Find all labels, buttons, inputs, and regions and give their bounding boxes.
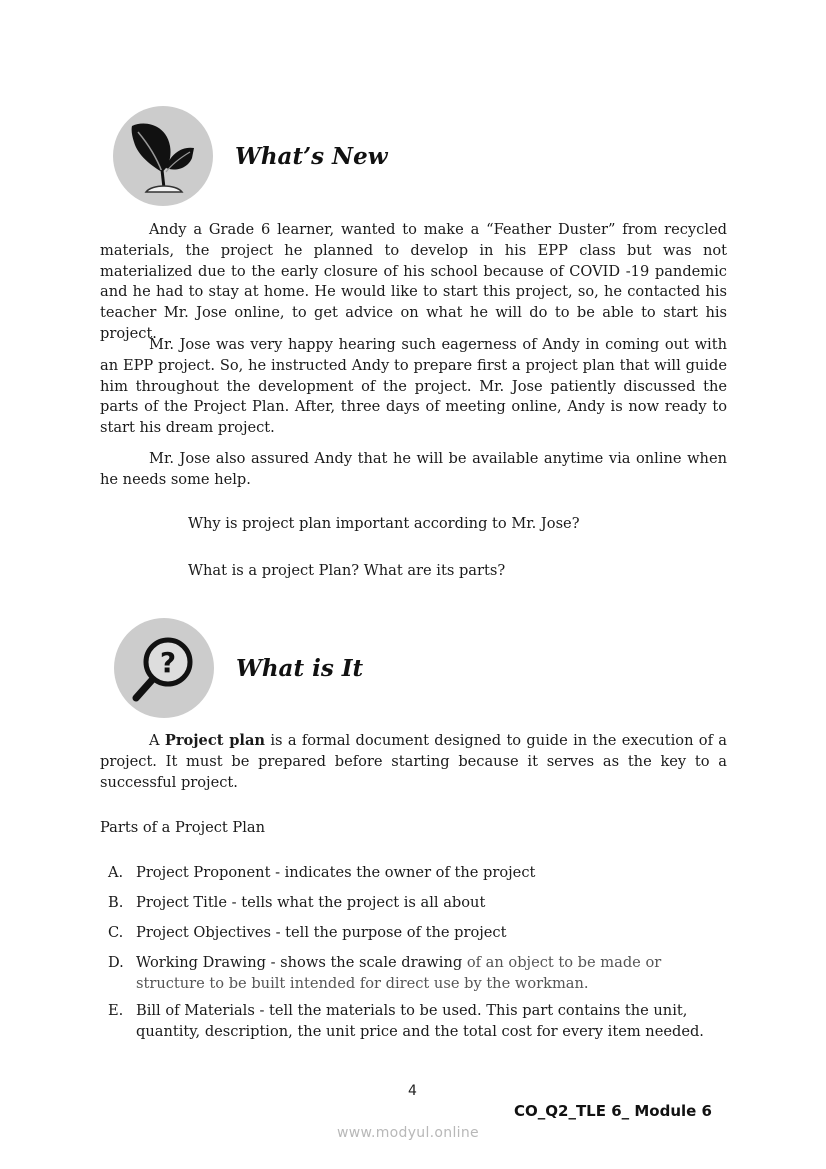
list-letter: B.: [108, 894, 124, 911]
definition-paragraph: [100, 731, 727, 793]
intro-rest: is a formal document designed to guide in the execution of a project. It must be prepared before starting because it serves as the key to a successful project.: [100, 732, 728, 791]
module-code: CO_Q2_TLE 6_ Module 6: [514, 1102, 712, 1120]
parts-heading: Parts of a Project Plan: [100, 819, 266, 836]
list-letter: E.: [108, 1002, 124, 1019]
list-item: [108, 863, 728, 884]
list-text-faded: of an object to be made or structure to be built intended for direct use by the workman.: [136, 954, 662, 992]
list-text: Project Title - tells what the project is all about: [136, 894, 486, 911]
svg-text:?: ?: [159, 646, 177, 679]
list-letter: A.: [108, 864, 124, 881]
list-item: [108, 953, 728, 994]
list-text: Project Objectives - tell the purpose of the project: [136, 924, 507, 941]
list-letter: C.: [108, 924, 124, 941]
story-paragraph: Andy a Grade 6 learner, wanted to make a “Feather Duster” from recycled materials, the project he planned to develop in his EPP class but was not materialized due to the early closure of his school because of COVID -19 pandemic and he had to stay at home. He would like to start this project, so, he contacted his teacher Mr. Jose online, to get advice on what he will do to be able to start his project.: [100, 221, 727, 342]
list-text: [136, 953, 728, 994]
story-paragraph: Mr. Jose also assured Andy that he will be available anytime via online when he needs some help.: [100, 450, 727, 488]
list-item: [108, 1001, 728, 1042]
section-title: What’s New: [235, 142, 388, 170]
watermark: www.modyul.online: [337, 1125, 479, 1141]
list-text: Bill of Materials - tell the materials to be used. This part contains the unit, quantity, description, the unit price and the total cost for every item needed.: [136, 1002, 704, 1040]
section-title: What is It: [236, 654, 364, 682]
list-text: Project Proponent - indicates the owner of the project: [136, 864, 536, 881]
intro-prefix: A: [149, 732, 165, 749]
magnifier-question-icon: [114, 618, 214, 718]
plant-sprout-icon: [113, 106, 213, 206]
list-letter: D.: [108, 954, 124, 971]
list-item: [108, 923, 728, 944]
list-text-main: Working Drawing - shows the scale drawing: [136, 954, 467, 971]
story-paragraph: Mr. Jose was very happy hearing such eagerness of Andy in coming out with an EPP project. So, he instructed Andy to prepare first a project plan that will guide him throughout the development of the project. Mr. Jose patiently discussed the parts of the Project Plan. After, three days of meeting online, Andy is now ready to start his dream project.: [100, 336, 727, 437]
page-number: 4: [408, 1083, 417, 1099]
term-project-plan: Project plan: [164, 732, 266, 749]
list-item: [108, 893, 728, 914]
question: Why is project plan important according to Mr. Jose?: [188, 515, 580, 532]
what-is-it-header: [114, 618, 363, 718]
whats-new-header: [113, 106, 388, 206]
question: What is a project Plan? What are its parts?: [188, 562, 506, 579]
